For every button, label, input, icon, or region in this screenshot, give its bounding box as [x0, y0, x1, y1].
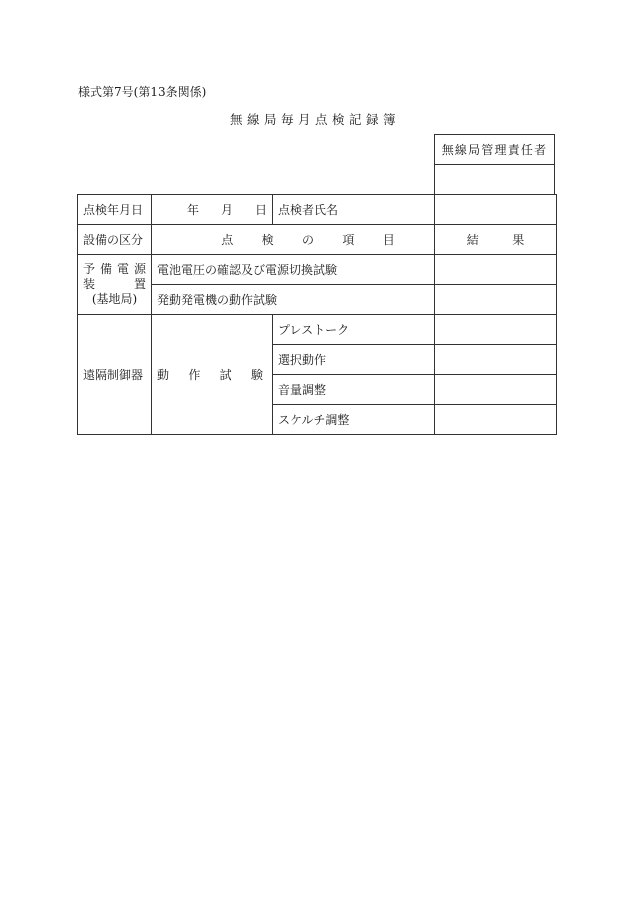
- month-label: 月: [220, 203, 233, 217]
- result-field[interactable]: [435, 345, 557, 375]
- item-squelch-adjust: スケルチ調整: [273, 405, 435, 435]
- result-field[interactable]: [435, 315, 557, 345]
- table-row: [78, 315, 557, 345]
- result-field[interactable]: [435, 255, 557, 285]
- items-header: 点 検 の 項 目: [152, 225, 435, 255]
- manager-signature-field[interactable]: [435, 165, 555, 195]
- item-volume-adjust: 音量調整: [273, 375, 435, 405]
- form-number: 様式第7号(第13条関係): [78, 85, 207, 99]
- date-field[interactable]: [152, 195, 273, 225]
- document-title: 無線局毎月点検記録簿: [229, 112, 400, 127]
- remote-controller-label: 遠隔制御器: [78, 315, 152, 435]
- manager-box: [434, 134, 555, 195]
- result-field[interactable]: [435, 405, 557, 435]
- result-field[interactable]: [435, 375, 557, 405]
- item-generator-test: 発動発電機の動作試験: [152, 285, 435, 315]
- item-select-operation: 選択動作: [273, 345, 435, 375]
- table-row-date: [78, 195, 557, 225]
- manager-label: 無線局管理責任者: [435, 135, 555, 165]
- day-label: 日: [254, 203, 267, 217]
- table-row: [78, 255, 557, 285]
- inspector-label: 点検者氏名: [273, 195, 435, 225]
- inspection-table: [77, 194, 557, 435]
- result-header: 結 果: [435, 225, 557, 255]
- item-battery-test: 電池電圧の確認及び電源切換試験: [152, 255, 435, 285]
- date-label: 点検年月日: [78, 195, 152, 225]
- backup-power-label: 予 備 電 源 装 置 (基地局): [78, 255, 152, 315]
- result-field[interactable]: [435, 285, 557, 315]
- year-label: 年: [187, 203, 200, 217]
- table-row-header: [78, 225, 557, 255]
- inspector-name-field[interactable]: [435, 195, 557, 225]
- item-press-talk: プレストーク: [273, 315, 435, 345]
- category-header: 設備の区分: [78, 225, 152, 255]
- operation-test-label: 動 作 試 験: [152, 315, 273, 435]
